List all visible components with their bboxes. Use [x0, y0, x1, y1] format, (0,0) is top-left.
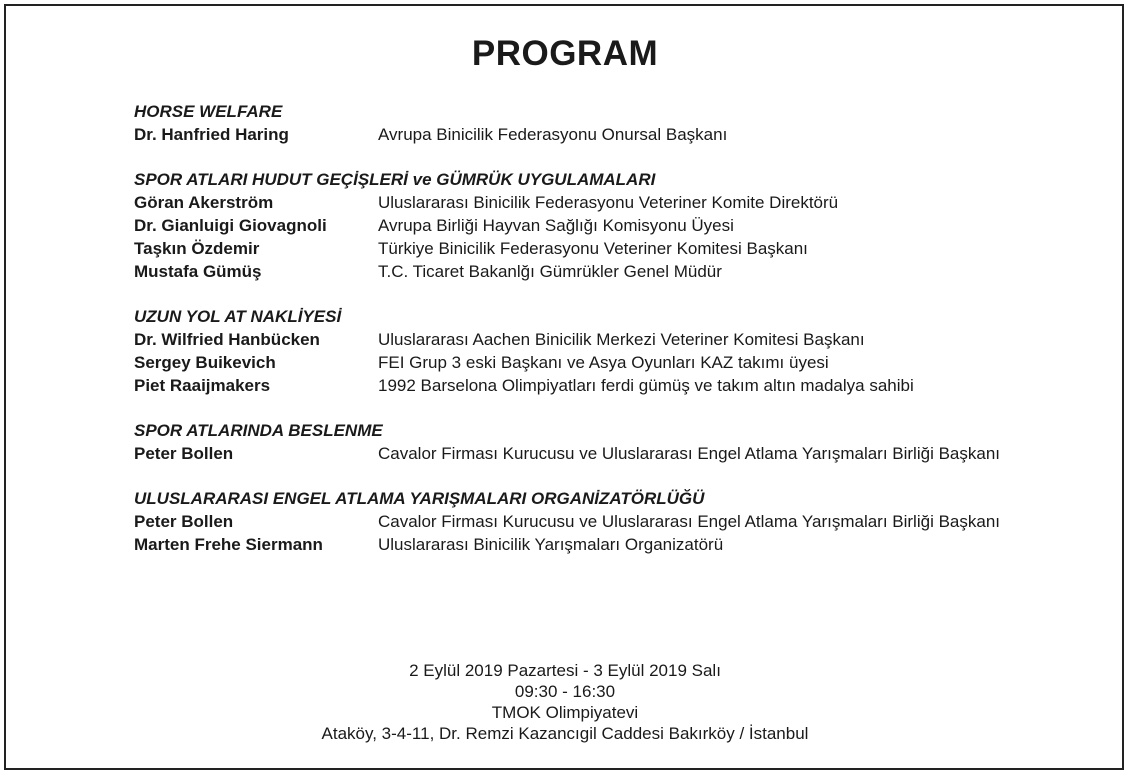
speaker-role: Avrupa Birliği Hayvan Sağlığı Komisyonu Üyesi — [378, 216, 734, 235]
event-venue: TMOK Olimpiyatevi — [491, 703, 639, 722]
speaker-role: Uluslararası Aachen Binicilik Merkezi Veteriner Komitesi Başkanı — [378, 330, 865, 349]
section-organization — [134, 487, 1034, 556]
speaker-role: Avrupa Binicilik Federasyonu Onursal Başkanı — [378, 125, 728, 144]
speaker-role: Cavalor Firması Kurucusu ve Uluslararası Engel Atlama Yarışmaları Birliği Başkanı — [378, 512, 1000, 531]
speaker-name: Mustafa Gümüş — [134, 262, 262, 281]
speaker-role: T.C. Ticaret Bakanlğı Gümrükler Genel Müdür — [378, 262, 722, 281]
speaker-name: Dr. Wilfried Hanbücken — [134, 330, 320, 349]
section-title: SPOR ATLARI HUDUT GEÇİŞLERİ ve GÜMRÜK UYGULAMALARI — [134, 170, 656, 189]
speaker-role: FEI Grup 3 eski Başkanı ve Asya Oyunları KAZ takımı üyesi — [378, 353, 829, 372]
speaker-name: Peter Bollen — [134, 512, 234, 531]
speaker-name: Taşkın Özdemir — [134, 239, 260, 258]
speaker-role: Cavalor Firması Kurucusu ve Uluslararası Engel Atlama Yarışmaları Birliği Başkanı — [378, 444, 1000, 463]
speaker-name: Dr. Gianluigi Giovagnoli — [134, 216, 327, 235]
section-border-crossings — [134, 168, 1034, 283]
section-title: HORSE WELFARE — [134, 102, 283, 121]
speaker-row — [134, 123, 1034, 146]
speaker-role: Uluslararası Binicilik Federasyonu Veteriner Komite Direktörü — [378, 193, 839, 212]
speaker-role: 1992 Barselona Olimpiyatları ferdi gümüş ve takım altın madalya sahibi — [378, 376, 914, 395]
speaker-name: Sergey Buikevich — [134, 353, 276, 372]
event-date: 2 Eylül 2019 Pazartesi - 3 Eylül 2019 Salı — [409, 661, 721, 680]
speaker-row — [134, 191, 1034, 214]
speaker-name: Dr. Hanfried Haring — [134, 125, 289, 144]
speaker-row — [134, 237, 1034, 260]
speaker-role: Türkiye Binicilik Federasyonu Veteriner Komitesi Başkanı — [378, 239, 808, 258]
section-horse-welfare — [134, 100, 1034, 146]
event-details — [0, 660, 1130, 744]
speaker-role: Uluslararası Binicilik Yarışmaları Organizatörü — [378, 535, 724, 554]
section-title: SPOR ATLARINDA BESLENME — [134, 421, 383, 440]
speaker-row — [134, 533, 1034, 556]
speaker-row — [134, 260, 1034, 283]
event-address: Ataköy, 3-4-11, Dr. Remzi Kazancıgil Caddesi Bakırköy / İstanbul — [321, 724, 809, 743]
speaker-row — [134, 214, 1034, 237]
speaker-row — [134, 442, 1034, 465]
speaker-name: Marten Frehe Siermann — [134, 535, 323, 554]
speaker-name: Piet Raaijmakers — [134, 376, 271, 395]
speaker-row — [134, 328, 1034, 351]
speaker-row — [134, 510, 1034, 533]
speaker-row — [134, 374, 1034, 397]
section-title: ULUSLARARASI ENGEL ATLAMA YARIŞMALARI ORGANİZATÖRLÜĞÜ — [134, 489, 705, 508]
program-content — [134, 100, 1034, 578]
speaker-name: Peter Bollen — [134, 444, 234, 463]
speaker-row — [134, 351, 1034, 374]
section-nutrition — [134, 419, 1034, 465]
event-time: 09:30 - 16:30 — [514, 682, 616, 701]
page-title: PROGRAM — [471, 34, 659, 73]
section-long-transport — [134, 305, 1034, 397]
speaker-name: Göran Akerström — [134, 193, 274, 212]
section-title: UZUN YOL AT NAKLİYESİ — [134, 307, 342, 326]
